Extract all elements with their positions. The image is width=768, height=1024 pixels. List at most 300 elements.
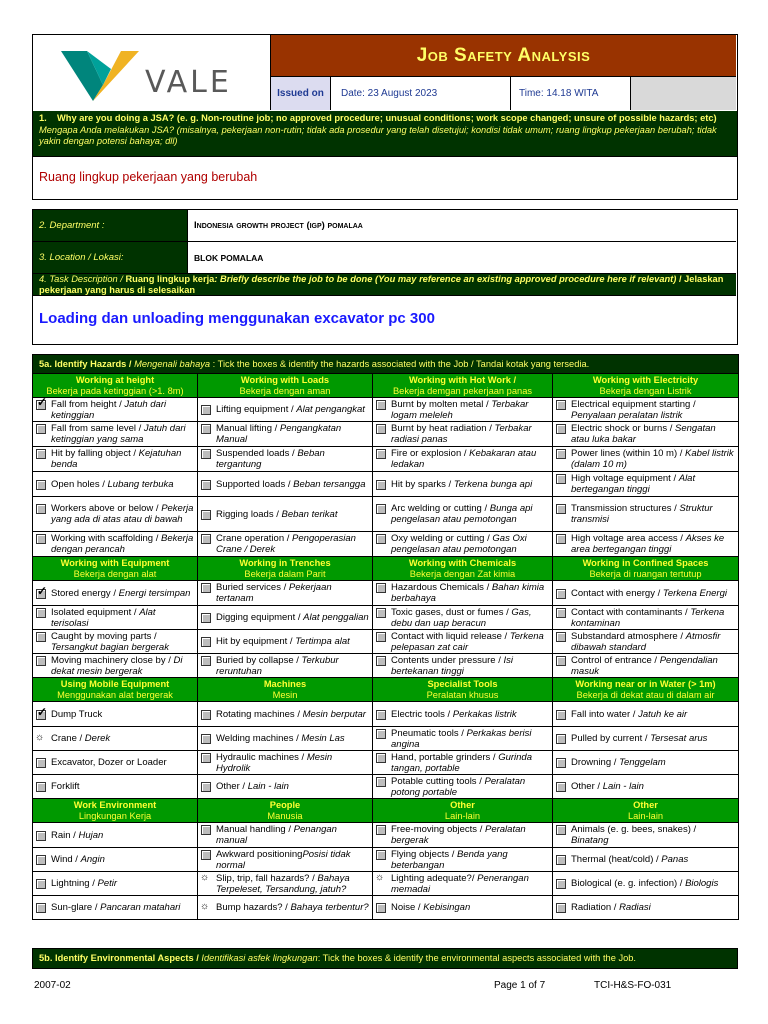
hazard-label-id: Gas, debu dan uap beracun (391, 606, 532, 629)
hazard-label (216, 509, 337, 520)
hazard-label (571, 733, 707, 744)
checkbox-icon[interactable] (36, 504, 46, 514)
checkbox-icon[interactable] (36, 400, 46, 410)
hazard-label-en: Stored energy / (51, 587, 119, 599)
hazard-item[interactable] (198, 630, 373, 654)
hazard-label-en: Moving machinery close by / (51, 654, 174, 666)
hazard-category-id: Lain-lain (444, 810, 481, 821)
hazard-category-id: Lain-lain (627, 810, 664, 821)
hazard-item[interactable] (373, 630, 553, 654)
hazard-label (216, 423, 369, 445)
hazard-row (33, 581, 739, 606)
checkbox-icon[interactable] (36, 758, 46, 768)
hazard-item[interactable] (198, 398, 373, 422)
page-title: Job Safety Analysis (416, 44, 591, 66)
hazard-label (51, 607, 194, 629)
hazard-label-id: Peralatan potong portable (391, 775, 526, 798)
checkbox-icon[interactable] (201, 449, 211, 459)
hazard-label-id: Alat bertegangan tinggi (571, 473, 696, 495)
hazard-item[interactable] (373, 848, 553, 872)
hazard-item[interactable] (553, 422, 739, 447)
q1-answer[interactable]: Ruang lingkup pekerjaan yang berubah (32, 157, 738, 200)
hazard-label-en: Other / (216, 781, 248, 792)
checkbox-icon[interactable] (376, 729, 386, 739)
environmental-aspects-header: 5b. Identify Environmental Aspects / Identifikasi asfek lingkungan: Tick the boxes & identify the environmental aspects associated with the Job. (32, 948, 738, 969)
hazard-label (216, 582, 369, 604)
hazard-item[interactable] (373, 472, 553, 497)
hazard-label-id: Terkena bunga api (453, 478, 533, 490)
checkbox-icon[interactable] (376, 400, 386, 410)
hazard-item[interactable] (373, 447, 553, 472)
checkbox-icon[interactable] (376, 710, 386, 720)
sun-symbol-icon[interactable] (376, 874, 386, 884)
hazard-label (51, 399, 194, 421)
hazard-label-en: Lifting equipment / (216, 404, 297, 415)
hazard-item[interactable] (373, 581, 553, 606)
hazard-item[interactable] (373, 497, 553, 532)
hazard-label-en: Arc welding or cutting / (391, 503, 490, 514)
hazard-category-id: Mesin (272, 689, 298, 700)
checkbox-icon[interactable] (36, 449, 46, 459)
hazard-item[interactable] (198, 654, 373, 678)
hazard-label-en: Crane operation / (216, 533, 293, 544)
hazard-label-id: Kejatuhan benda (51, 448, 182, 470)
hazard-label-id: Mesin Las (301, 733, 345, 744)
checkbox-icon[interactable] (36, 903, 46, 913)
hazard-item[interactable] (198, 447, 373, 472)
checkbox-icon[interactable] (36, 831, 46, 841)
hazard-item[interactable] (33, 727, 198, 751)
checkbox-icon[interactable] (556, 589, 566, 599)
hazard-item[interactable] (198, 848, 373, 872)
hazard-item[interactable] (33, 775, 198, 799)
hazard-category-en: Working in Confined Spaces (582, 558, 709, 568)
checkbox-icon[interactable] (201, 480, 211, 490)
hazard-label-en: High voltage equipment / (571, 473, 679, 484)
hazard-item[interactable] (198, 606, 373, 630)
checkbox-icon[interactable] (201, 710, 211, 720)
hazard-label-id: Mesin berputar (302, 708, 366, 720)
hazard-item[interactable] (33, 654, 198, 678)
hazard-item[interactable] (198, 775, 373, 799)
hazard-item[interactable] (373, 872, 553, 896)
hazard-label (51, 503, 194, 525)
hazard-label-en: Buried by collapse / (216, 654, 302, 666)
checkbox-icon[interactable] (556, 879, 566, 889)
checkbox-icon[interactable] (556, 734, 566, 744)
checkbox-icon[interactable] (556, 782, 566, 792)
hazard-label (51, 757, 167, 768)
department-value[interactable]: Indonesia growth project (igp) pomalaa (194, 220, 363, 231)
hazard-label-id: Peralatan bergerak (391, 824, 526, 846)
hazard-item[interactable] (33, 702, 198, 727)
hazard-item[interactable] (198, 532, 373, 557)
hazard-label (216, 448, 369, 470)
hazard-label (216, 533, 369, 555)
sun-symbol-icon[interactable] (201, 874, 211, 884)
checkbox-icon[interactable] (376, 825, 386, 835)
checkbox-icon[interactable] (201, 753, 211, 763)
department-row (33, 210, 736, 242)
checkbox-icon[interactable] (556, 758, 566, 768)
hazard-item[interactable] (198, 727, 373, 751)
hazard-category-row (33, 374, 739, 398)
hazard-label-id: Struktur transmisi (571, 503, 713, 525)
hazard-item[interactable] (553, 848, 739, 872)
hazard-label-en: Other / (571, 781, 603, 792)
hazard-category-en: Working near or in Water (> 1m) (575, 679, 716, 689)
hazard-label-id: Pengendalian masuk (571, 654, 718, 677)
hazard-category (553, 557, 739, 581)
hazard-item[interactable] (33, 872, 198, 896)
hazard-label-en: Awkward positioning (216, 848, 303, 860)
hazard-label-id: Penangan manual (216, 824, 337, 846)
hazard-item[interactable] (198, 581, 373, 606)
hazard-label (571, 757, 666, 768)
hazard-label-en: Working with scaffolding / (51, 533, 162, 544)
hazard-label-id: Alat pengangkat (296, 404, 365, 415)
hazard-label-en: Welding machines / (216, 733, 302, 744)
hazard-category (33, 799, 198, 823)
hazard-item[interactable] (553, 472, 739, 497)
hazard-label (391, 873, 549, 895)
hazard-label (51, 479, 174, 490)
hazard-category-id: Menggunakan alat bergerak (57, 689, 173, 700)
hazard-category (33, 678, 198, 702)
hazard-label-en: Wind / (51, 854, 81, 865)
hazard-category-id: Bekerja di dekat atau di dalam air (576, 689, 715, 700)
hazard-row (33, 823, 739, 848)
hazard-item[interactable] (373, 606, 553, 630)
hazard-item[interactable] (33, 447, 198, 472)
hazard-category-id: Bekerja dengan Listrik (599, 385, 692, 396)
checkbox-icon[interactable] (376, 903, 386, 913)
hazard-category-en: Working with Equipment (60, 558, 170, 568)
hazard-label (216, 902, 369, 913)
checkbox-icon[interactable] (376, 583, 386, 593)
hazard-item[interactable] (33, 422, 198, 447)
hazard-label (216, 709, 366, 720)
sun-symbol-icon[interactable] (201, 903, 211, 913)
hazard-label (216, 479, 365, 490)
checkbox-icon[interactable] (376, 449, 386, 459)
hazard-category-en: Work Environment (73, 800, 157, 810)
location-row (33, 242, 736, 274)
hazard-item[interactable] (33, 823, 198, 848)
hazard-label-id: Radiasi (619, 902, 651, 913)
hazard-label-en: Biological (e. g. infection) / (571, 878, 686, 889)
checkbox-icon[interactable] (376, 656, 386, 666)
hazard-category (373, 374, 553, 398)
hazard-item[interactable] (33, 896, 198, 920)
hazard-item[interactable] (553, 872, 739, 896)
hazard-item[interactable] (553, 532, 739, 557)
hazard-item[interactable] (373, 702, 553, 727)
checkbox-icon[interactable] (201, 734, 211, 744)
hazard-label-id: Penyalaan peralatan listrik (571, 409, 683, 421)
hazard-label-en: Thermal (heat/cold) / (571, 854, 662, 865)
checkbox-icon[interactable] (201, 637, 211, 647)
footer-page: Page 1 of 7 (494, 980, 546, 991)
hazard-category-id: Bekerja demgan pekerjaan panas (392, 385, 533, 396)
checkbox-icon[interactable] (36, 534, 46, 544)
hazard-label-en: Electrical equipment starting / (571, 398, 696, 410)
hazard-label (216, 781, 289, 792)
checkbox-icon[interactable] (36, 632, 46, 642)
hazard-label-en: Transmission structures / (571, 503, 680, 514)
checkbox-icon[interactable] (201, 782, 211, 792)
checkbox-icon[interactable] (36, 589, 46, 599)
checkbox-icon[interactable] (201, 613, 211, 623)
hazard-label-en: Hand, portable grinders / (391, 751, 499, 763)
hazard-item[interactable] (553, 896, 739, 920)
hazard-label (391, 631, 549, 653)
checkbox-icon[interactable] (376, 632, 386, 642)
hazard-label-en: High voltage area access / (571, 533, 686, 544)
checkbox-icon[interactable] (376, 753, 386, 763)
checkbox-icon[interactable] (556, 710, 566, 720)
hazard-item[interactable] (198, 472, 373, 497)
hazard-item[interactable] (198, 422, 373, 447)
hazard-label-id: Bahan kimia berbahaya (391, 582, 545, 604)
hazard-item[interactable] (33, 497, 198, 532)
hazard-item[interactable] (553, 447, 739, 472)
hazard-label (51, 423, 194, 445)
hazard-label-id: Posisi tidak normal (216, 848, 351, 871)
hazard-item[interactable] (33, 581, 198, 606)
checkbox-icon[interactable] (556, 534, 566, 544)
hazard-label (51, 902, 180, 913)
checkbox-icon[interactable] (36, 710, 46, 720)
hazards-header: 5a. Identify Hazards / Mengenali bahaya : Tick the boxes & identify the hazards associated with the Job / Tandai kotak yang tersedia. (33, 355, 739, 374)
hazard-row (33, 751, 739, 775)
checkbox-icon[interactable] (376, 777, 386, 787)
checkbox-icon[interactable] (556, 474, 566, 484)
hazard-item[interactable] (198, 823, 373, 848)
hazard-label-en: Forklift (51, 781, 80, 792)
checkbox-icon[interactable] (36, 855, 46, 865)
hazard-item[interactable] (553, 751, 739, 775)
hazard-label-en: Manual lifting / (216, 423, 280, 434)
hazard-label-en: Supported loads / (216, 478, 294, 490)
hazard-row (33, 654, 739, 678)
hazard-label-id: Binatang (571, 835, 609, 846)
hazard-item[interactable] (373, 823, 553, 848)
hazard-label-id: Angin (80, 854, 105, 865)
checkbox-icon[interactable] (556, 825, 566, 835)
hazard-label (51, 533, 194, 555)
hazard-item[interactable] (373, 896, 553, 920)
hazard-label (571, 824, 735, 846)
hazard-label-id: Jatuh dari ketinggian yang sama (51, 423, 186, 445)
hazard-label (216, 612, 369, 623)
hazard-label-en: Hydraulic machines / (216, 751, 307, 763)
hazard-label (571, 854, 688, 865)
task-description-value[interactable]: Loading dan unloading menggunakan excavator pc 300 (39, 310, 435, 327)
hazard-label-en: Hit by equipment / (216, 636, 296, 647)
hazard-item[interactable] (373, 775, 553, 799)
checkbox-icon[interactable] (201, 583, 211, 593)
hazard-row (33, 630, 739, 654)
hazard-label-en: Excavator, Dozer or Loader (51, 757, 167, 768)
hazard-label-en: Rigging loads / (216, 508, 282, 520)
hazard-item[interactable] (373, 422, 553, 447)
hazard-label (571, 631, 735, 653)
checkbox-icon[interactable] (36, 608, 46, 618)
hazard-label-id: Tenggelam (619, 757, 666, 768)
checkbox-icon[interactable] (556, 608, 566, 618)
hazard-category (553, 678, 739, 702)
hazard-category-id: Bekerja dalam Parit (244, 568, 326, 579)
hazard-label-id: Isi bertekanan tinggi (391, 654, 513, 677)
hazard-row (33, 472, 739, 497)
checkbox-icon[interactable] (556, 632, 566, 642)
checkbox-icon[interactable] (201, 424, 211, 434)
hazard-row (33, 606, 739, 630)
hazard-category-id: Manusia (267, 810, 303, 821)
hazard-row (33, 398, 739, 422)
hazard-label-id: Akses ke area bertegangan tinggi (571, 533, 725, 555)
hazard-label-en: Animals (e. g. bees, snakes) / (571, 824, 697, 835)
checkbox-icon[interactable] (376, 850, 386, 860)
hazard-category (198, 678, 373, 702)
hazard-item[interactable] (198, 872, 373, 896)
hazard-item[interactable] (553, 630, 739, 654)
hazard-label (571, 399, 735, 421)
checkbox-icon[interactable] (556, 449, 566, 459)
hazard-label-id: Lain - lain (247, 781, 289, 792)
checkbox-icon[interactable] (201, 534, 211, 544)
hazard-label-en: Toxic gases, dust or fumes / (391, 606, 512, 618)
hazard-item[interactable] (373, 751, 553, 775)
hazard-label (391, 655, 549, 677)
hazard-category-row (33, 678, 739, 702)
hazard-label-en: Drowning / (571, 757, 620, 768)
hazard-label-en: Buried services / (216, 582, 289, 593)
hazard-category-en: Working at height (75, 375, 155, 385)
hazard-label-id: Gas Oxi pengelasan atau pemotongan (391, 533, 527, 555)
hazard-label-en: Hazardous Chemicals / (391, 582, 492, 593)
hazard-item[interactable] (33, 848, 198, 872)
q1-question (32, 111, 738, 157)
hazard-item[interactable] (198, 896, 373, 920)
hazard-item[interactable] (33, 630, 198, 654)
hazard-label-en: Contents under pressure / (391, 654, 504, 666)
hazard-label (391, 448, 549, 470)
hazard-category-id: Lingkungan Kerja (78, 810, 152, 821)
hazard-item[interactable] (553, 727, 739, 751)
checkbox-icon[interactable] (556, 656, 566, 666)
hazard-item[interactable] (553, 702, 739, 727)
hazard-item[interactable] (33, 751, 198, 775)
hazard-item[interactable] (33, 472, 198, 497)
hazard-label (51, 709, 102, 720)
hazard-item[interactable] (373, 727, 553, 751)
hazard-label-id: Biologis (685, 878, 719, 889)
checkbox-icon[interactable] (201, 656, 211, 666)
hazard-label (51, 631, 194, 653)
hazard-category (553, 374, 739, 398)
hazard-label-en: Hit by sparks / (391, 478, 454, 490)
checkbox-icon[interactable] (556, 504, 566, 514)
checkbox-icon[interactable] (201, 825, 211, 835)
checkbox-icon[interactable] (36, 879, 46, 889)
checkbox-icon[interactable] (556, 855, 566, 865)
sun-symbol-icon[interactable] (36, 734, 46, 744)
checkbox-icon[interactable] (556, 424, 566, 434)
hazard-item[interactable] (553, 775, 739, 799)
hazard-item[interactable] (33, 532, 198, 557)
hazard-item[interactable] (198, 751, 373, 775)
hazard-label (571, 473, 735, 495)
checkbox-icon[interactable] (376, 424, 386, 434)
hazard-label-id: Pengangkatan Manual (216, 423, 342, 445)
hazard-label (51, 878, 117, 889)
hazard-label-en: Slip, trip, fall hazards? / (216, 872, 318, 884)
hazard-item[interactable] (553, 606, 739, 630)
hazard-label-id: Beban terikat (281, 508, 338, 520)
checkbox-icon[interactable] (201, 405, 211, 415)
hazard-item[interactable] (33, 606, 198, 630)
hazard-label-id: Jatuh ke air (638, 708, 688, 720)
hazard-label-en: Contact with energy / (571, 587, 663, 599)
hazard-item[interactable] (553, 823, 739, 848)
checkbox-icon[interactable] (36, 480, 46, 490)
hazard-label (216, 873, 369, 895)
hazard-label-id: Kabel listrik (dalam 10 m) (571, 448, 734, 470)
checkbox-icon[interactable] (201, 850, 211, 860)
hazard-item[interactable] (553, 654, 739, 678)
hazard-item[interactable] (198, 497, 373, 532)
hazard-label (216, 752, 369, 774)
task-prefix: 4. Task Description / (39, 274, 126, 284)
hazard-category (33, 557, 198, 581)
checkbox-icon[interactable] (376, 504, 386, 514)
checkbox-icon[interactable] (556, 400, 566, 410)
hazard-item[interactable] (33, 398, 198, 422)
checkbox-icon[interactable] (376, 534, 386, 544)
hazard-item[interactable] (373, 654, 553, 678)
checkbox-icon[interactable] (376, 480, 386, 490)
hazard-item[interactable] (553, 581, 739, 606)
checkbox-icon[interactable] (36, 782, 46, 792)
hazard-item[interactable] (553, 497, 739, 532)
location-value[interactable]: BLOK POMALAA (194, 252, 264, 263)
hazard-item[interactable] (373, 532, 553, 557)
hazard-label-id: Alat terisolasi (51, 606, 156, 629)
hazard-label-en: Bump hazards? / (216, 902, 291, 913)
hazard-category (373, 799, 553, 823)
hazard-item[interactable] (553, 398, 739, 422)
department-label: 2. Department : (33, 210, 188, 241)
hazard-label-en: Fire or explosion / (391, 448, 470, 459)
hazard-label-en: Fall from height / (51, 398, 125, 410)
hazard-label-id: Derek (84, 733, 111, 744)
hazard-category-en: Working with Hot Work / (408, 375, 517, 385)
hazard-item[interactable] (373, 398, 553, 422)
hazard-item[interactable] (198, 702, 373, 727)
checkbox-icon[interactable] (556, 903, 566, 913)
checkbox-icon[interactable] (376, 608, 386, 618)
hazard-label-en: Open holes / (51, 478, 108, 490)
checkbox-icon[interactable] (36, 424, 46, 434)
hazard-label-id: Alat penggalian (303, 612, 369, 623)
hazard-label (391, 902, 470, 913)
checkbox-icon[interactable] (36, 656, 46, 666)
checkbox-icon[interactable] (201, 510, 211, 520)
job-details (32, 209, 738, 345)
hazard-category (198, 799, 373, 823)
